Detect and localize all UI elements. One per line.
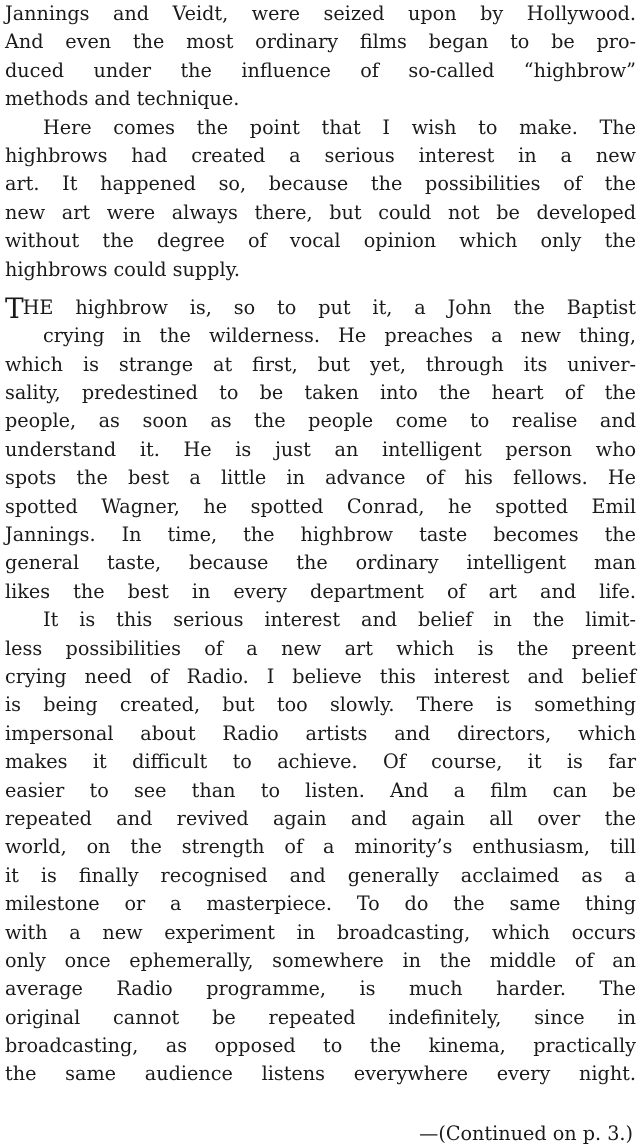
text-line: Here comes the point that I wish to make. The (43, 115, 636, 139)
text-line: duced under the influence of so-called “highbrow” (5, 58, 636, 82)
text-line: it is finally recognised and generally acclaimed as a (5, 863, 636, 887)
text-line: repeated and revived again and again all over the (5, 806, 636, 830)
text-line: new art were always there, but could not be developed (5, 200, 636, 224)
text-line: broadcasting, as opposed to the kinema, practically (5, 1034, 636, 1058)
section-gap (5, 284, 636, 294)
text-line: without the degree of vocal opinion which only the (5, 229, 636, 253)
paragraph-4 (5, 606, 636, 1089)
article-column (5, 0, 636, 1089)
text-line: makes it difficult to achieve. Of course, it is far (5, 750, 636, 774)
paragraph-3 (5, 291, 636, 606)
paragraph-1 (5, 0, 636, 114)
text-line: the same audience listens everywhere every night. (5, 1062, 636, 1086)
text-line: people, as soon as the people come to realise and (5, 409, 636, 433)
text-line: general taste, because the ordinary intelligent man (5, 551, 636, 575)
text-line: It is this serious interest and belief in the limit- (43, 608, 636, 632)
text-line: easier to see than to listen. And a film can be (5, 778, 636, 802)
text-line: less possibilities of a new art which is the preent (5, 636, 636, 660)
text-line: which is strange at first, but yet, through its univer- (5, 352, 636, 376)
text-line: likes the best in every department of art and life. (5, 579, 636, 603)
text-line: impersonal about Radio artists and directors, which (5, 721, 636, 745)
continued-note: —(Continued on p. 3.) (419, 1122, 633, 1145)
text-line: crying need of Radio. I believe this interest and belief (5, 664, 636, 688)
text-line: Jannings and Veidt, were seized upon by Hollywood. (5, 2, 636, 25)
text-line: Jannings. In time, the highbrow taste becomes the (5, 523, 636, 547)
drop-cap: T (5, 291, 23, 325)
text-line: sality, predestined to be taken into the heart of the (5, 381, 636, 405)
drop-cap-line-text: HE highbrow is, so to put it, a John the Baptist (22, 295, 636, 319)
paragraph-2 (5, 114, 636, 284)
text-line: average Radio programme, is much harder. The (5, 977, 636, 1001)
text-line: spotted Wagner, he spotted Conrad, he spotted Emil (5, 494, 636, 518)
text-line: understand it. He is just an intelligent person who (5, 437, 636, 461)
text-line: highbrows had created a serious interest in a new (5, 143, 636, 167)
text-line: spots the best a little in advance of his fellows. He (5, 466, 636, 490)
text-line: crying in the wilderness. He preaches a new thing, (43, 324, 636, 348)
text-line: world, on the strength of a minority’s enthusiasm, till (5, 835, 636, 859)
text-line: with a new experiment in broadcasting, which occurs (5, 920, 636, 944)
text-line: methods and technique. (5, 87, 240, 111)
text-line: highbrows could supply. (5, 257, 240, 281)
text-line (5, 291, 636, 325)
text-line: original cannot be repeated indefinitely, since in (5, 1005, 636, 1029)
text-line: is being created, but too slowly. There is something (5, 693, 636, 717)
text-line: milestone or a masterpiece. To do the same thing (5, 892, 636, 916)
text-line: And even the most ordinary films began to be pro- (5, 30, 636, 54)
text-line: art. It happened so, because the possibilities of the (5, 172, 636, 196)
text-line: only once ephemerally, somewhere in the middle of an (5, 948, 636, 972)
